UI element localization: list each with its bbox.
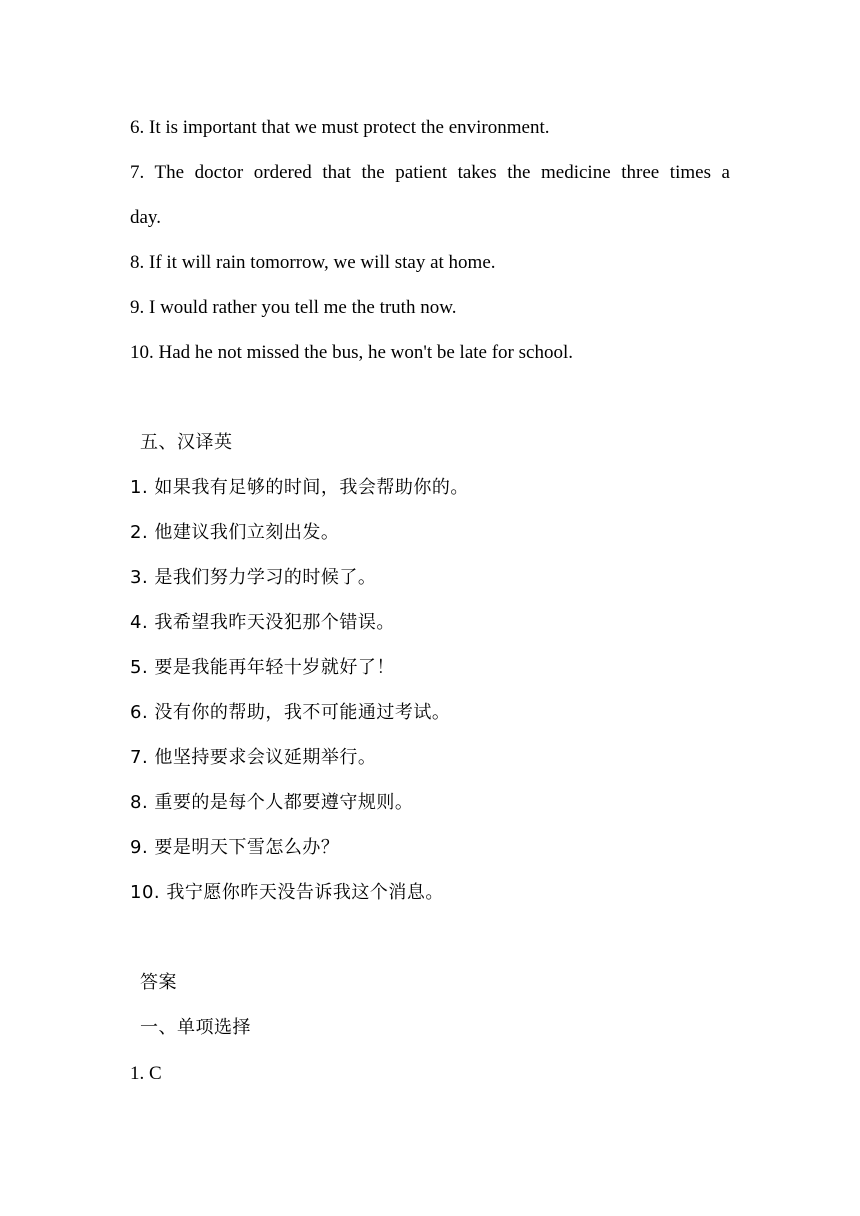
correction-item-7: 7. The doctor ordered that the patient takes the medicine three times a	[130, 162, 730, 183]
translation-item-6: 6. 没有你的帮助，我不可能通过考试。	[130, 702, 451, 723]
translation-item-5: 5. 要是我能再年轻十岁就好了！	[130, 657, 395, 678]
correction-item-6: 6. It is important that we must protect the environment.	[130, 117, 550, 138]
correction-item-9: 9. I would rather you tell me the truth now.	[130, 297, 457, 318]
translation-item-3: 3. 是我们努力学习的时候了。	[130, 567, 377, 588]
correction-item-8: 8. If it will rain tomorrow, we will stay at home.	[130, 252, 496, 273]
answer-1: 1. C	[130, 1063, 162, 1084]
translation-item-2: 2. 他建议我们立刻出发。	[130, 522, 340, 543]
answers-heading: 答案	[140, 972, 177, 993]
answers-section-1-heading: 一、单项选择	[140, 1017, 251, 1038]
translation-item-1: 1. 如果我有足够的时间，我会帮助你的。	[130, 477, 469, 498]
correction-item-7-continued: day.	[130, 207, 161, 228]
translation-item-8: 8. 重要的是每个人都要遵守规则。	[130, 792, 414, 813]
correction-item-10: 10. Had he not missed the bus, he won't be late for school.	[130, 342, 573, 363]
translation-item-10: 10. 我宁愿你昨天没告诉我这个消息。	[130, 882, 444, 903]
translation-item-7: 7. 他坚持要求会议延期举行。	[130, 747, 377, 768]
translation-item-4: 4. 我希望我昨天没犯那个错误。	[130, 612, 395, 633]
section-heading-translation: 五、汉译英	[140, 432, 233, 453]
translation-item-9: 9. 要是明天下雪怎么办？	[130, 837, 340, 858]
